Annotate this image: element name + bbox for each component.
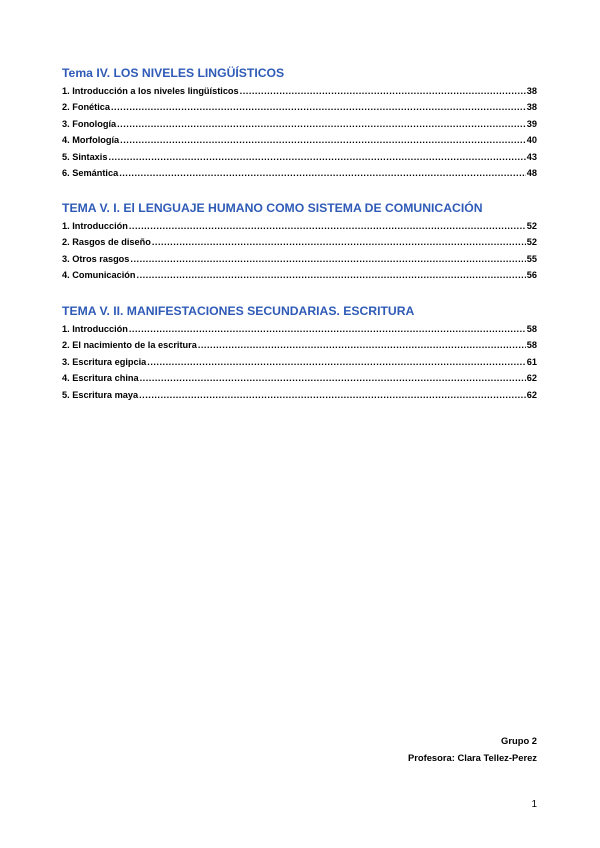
dot-leader bbox=[140, 373, 526, 383]
toc-entry[interactable] bbox=[62, 340, 537, 356]
page-number: 1 bbox=[531, 799, 537, 810]
toc-entry[interactable] bbox=[62, 254, 537, 270]
toc-entry-label: 1. Introducción bbox=[62, 221, 128, 231]
toc-entry-label: 1. Introducción bbox=[62, 324, 128, 334]
dot-leader bbox=[120, 135, 526, 145]
dot-leader bbox=[240, 86, 526, 96]
toc-entry-page: 38 bbox=[526, 86, 537, 96]
toc-entry[interactable] bbox=[62, 119, 537, 135]
toc-entry-label: 6. Semántica bbox=[62, 167, 119, 178]
dot-leader bbox=[119, 168, 526, 178]
toc-entry-label: 4. Escritura china bbox=[62, 373, 139, 384]
toc-entry-label: 5. Escritura maya bbox=[62, 389, 139, 400]
toc-entry[interactable] bbox=[62, 357, 537, 373]
dot-leader bbox=[129, 221, 526, 231]
section-title: TEMA V. I. El LENGUAJE HUMANO COMO SISTEMA DE COMUNICACIÓN bbox=[62, 201, 483, 215]
dot-leader bbox=[111, 102, 526, 112]
toc-entry-label: 3. Escritura egipcia bbox=[62, 356, 147, 367]
toc-entry-page: 52 bbox=[526, 237, 537, 248]
toc-entry-page: 56 bbox=[526, 270, 537, 281]
toc-entry-page: 58 bbox=[526, 340, 537, 351]
toc-entry-label: 3. Otros rasgos bbox=[62, 253, 130, 264]
toc-entry-label: 4. Morfología bbox=[62, 135, 120, 146]
toc-entry-page: 62 bbox=[526, 373, 537, 384]
toc-section-tema-v-i bbox=[62, 201, 537, 287]
toc-entry[interactable] bbox=[62, 390, 537, 406]
dot-leader bbox=[130, 254, 525, 264]
dot-leader bbox=[137, 270, 526, 280]
toc-entry[interactable] bbox=[62, 152, 537, 168]
dot-leader bbox=[117, 119, 526, 129]
toc-entry-label: 1. Introducción a los niveles lingüísticos bbox=[62, 86, 239, 96]
group-label: Grupo 2 bbox=[501, 735, 537, 746]
toc-entry[interactable] bbox=[62, 102, 537, 118]
dot-leader bbox=[198, 340, 526, 350]
toc-entry-page: 58 bbox=[526, 324, 537, 334]
toc-entry[interactable] bbox=[62, 86, 537, 102]
toc-entry[interactable] bbox=[62, 168, 537, 184]
toc-section-tema-v-ii bbox=[62, 304, 537, 406]
toc-entry[interactable] bbox=[62, 270, 537, 286]
toc-entry-page: 62 bbox=[526, 389, 537, 400]
toc-entry-page: 39 bbox=[526, 118, 537, 129]
toc-entry-label: 2. Fonética bbox=[62, 102, 110, 113]
dot-leader bbox=[147, 357, 526, 367]
toc-entry-page: 38 bbox=[526, 102, 537, 113]
dot-leader bbox=[139, 390, 526, 400]
dot-leader bbox=[129, 324, 526, 334]
toc-entry-page: 40 bbox=[526, 135, 537, 146]
toc-entry-label: 3. Fonología bbox=[62, 118, 117, 129]
toc-entry-label: 2. El nacimiento de la escritura bbox=[62, 340, 197, 351]
toc-entry[interactable] bbox=[62, 135, 537, 151]
toc-entry[interactable] bbox=[62, 324, 537, 340]
toc-entry-page: 61 bbox=[526, 356, 537, 367]
toc-entry-page: 55 bbox=[526, 253, 537, 264]
toc-entry[interactable] bbox=[62, 221, 537, 237]
toc-entry[interactable] bbox=[62, 237, 537, 253]
section-title: Tema IV. LOS NIVELES LINGÜÍSTICOS bbox=[62, 66, 285, 80]
toc-entry-page: 48 bbox=[526, 167, 537, 178]
toc-entry-page: 43 bbox=[526, 151, 537, 162]
toc-entry-label: 2. Rasgos de diseño bbox=[62, 237, 151, 248]
dot-leader bbox=[152, 237, 526, 247]
toc-entry-label: 5. Sintaxis bbox=[62, 151, 108, 162]
toc-entry-page: 52 bbox=[526, 221, 537, 231]
toc-section-tema-iv bbox=[62, 66, 537, 184]
section-title: TEMA V. II. MANIFESTACIONES SECUNDARIAS. ESCRITURA bbox=[62, 304, 415, 318]
dot-leader bbox=[108, 152, 525, 162]
toc-entry-label: 4. Comunicación bbox=[62, 270, 136, 281]
toc-entry[interactable] bbox=[62, 373, 537, 389]
teacher-label: Profesora: Clara Tellez-Perez bbox=[407, 752, 537, 763]
